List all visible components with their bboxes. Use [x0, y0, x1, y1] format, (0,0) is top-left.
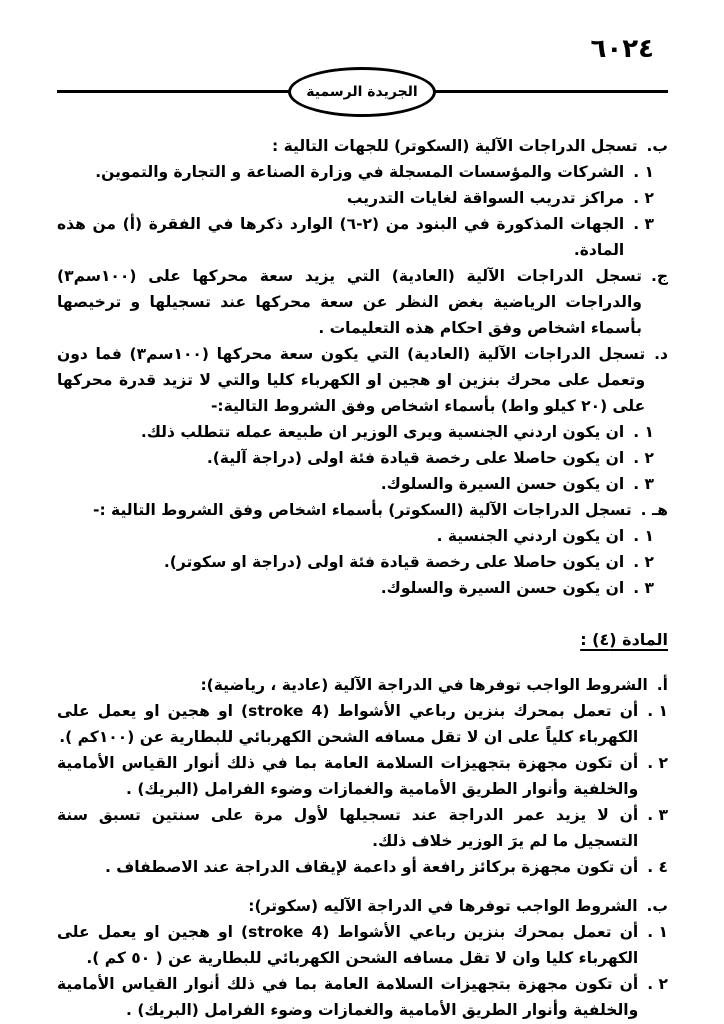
item-marker: ١ .: [647, 923, 668, 941]
item-marker: ١ .: [647, 702, 668, 720]
clause-d-item-1: [57, 419, 654, 445]
item-text: أن تعمل بمحرك بنزين رباعي الأشواط (4 stroke) او هجين او يعمل على الكهرباء كليا وان لا تقل مسافه الشحن الكهربائي للبطارية عن ( ٥٠ كم ).: [57, 923, 639, 967]
item-marker: ٣ .: [633, 579, 654, 597]
item-marker: ٣ .: [647, 806, 668, 824]
section-a-item-1: [57, 698, 668, 750]
section-a-item-3: [57, 802, 668, 854]
item-marker: ٢ .: [647, 754, 668, 772]
item-marker: ٤ .: [647, 858, 668, 876]
clause-h-text: تسجل الدراجات الآلية (السكوتر) بأسماء اشخاص وفق الشروط التالية :-: [93, 501, 632, 519]
item-text: أن تكون مجهزة بركائز رافعة أو داعمة لإيقاف الدراجة عند الاصطفاف .: [104, 858, 639, 876]
clause-j: [57, 263, 668, 341]
section-b-text: الشروط الواجب توفرها في الدراجة الآليه (سكوتر):: [248, 897, 638, 915]
clause-h-item-1: [57, 523, 654, 549]
item-marker: ٣ .: [633, 475, 654, 493]
article4-section-a: [57, 672, 668, 698]
document-body: [57, 133, 668, 1023]
item-marker: ٢ .: [633, 553, 654, 571]
header-rule: [57, 84, 668, 100]
item-marker: ١ .: [633, 527, 654, 545]
clause-h-marker: هـ .: [640, 501, 668, 519]
clause-b-marker: ب.: [646, 137, 668, 155]
item-marker: ٢ .: [647, 975, 668, 993]
clause-h-item-3: [57, 575, 654, 601]
item-marker: ٣ .: [633, 215, 654, 233]
section-a-item-2: [57, 750, 668, 802]
clause-j-text: تسجل الدراجات الآلية (العادية) التي يزيد سعة محركها على (١٠٠سم٣) والدراجات الرياضية بغض النظر عن سعة محركها عند تسجيلها و ترخيصها بأسماء اشخاص وفق احكام هذه التعليمات .: [57, 267, 642, 337]
section-b-item-2: [57, 971, 668, 1023]
section-a-item-4: [57, 854, 668, 880]
clause-d-marker: د.: [654, 345, 668, 363]
item-text: ان يكون حسن السيرة والسلوك.: [380, 475, 625, 493]
clause-b-text: تسجل الدراجات الآلية (السكوتر) للجهات التالية :: [272, 137, 638, 155]
item-text: ان يكون حسن السيرة والسلوك.: [380, 579, 625, 597]
section-b-item-1: [57, 919, 668, 971]
item-text: أن تعمل بمحرك بنزين رباعي الأشواط (4 stroke) او هجين او يعمل على الكهرباء كلياً على ان لا تقل مسافه الشحن الكهربائي للبطارية عن (١٠٠كم ).: [57, 702, 639, 746]
article4-section-b: [57, 893, 668, 919]
clause-d-item-2: [57, 445, 654, 471]
item-marker: ١ .: [633, 423, 654, 441]
section-b-marker: ب.: [646, 897, 668, 915]
item-marker: ٢ .: [633, 189, 654, 207]
clause-b-item-1: [57, 159, 654, 185]
clause-b-item-2: [57, 185, 654, 211]
item-text: الجهات المذكورة في البنود من (⁦٢-٦⁩) الوارد ذكرها في الفقرة (أ) من هذه المادة.: [57, 215, 625, 259]
clause-d: [57, 341, 668, 419]
clause-d-text: تسجل الدراجات الآلية (العادية) التي يكون سعة محركها (١٠٠سم٣) فما دون وتعمل على محرك بنزين او هجين او الكهرباء كليا والتي لا تزيد قدرة محركها على (٢٠ كيلو واط) بأسماء اشخاص وفق الشروط التالية:-: [57, 345, 646, 415]
item-text: أن لا يزيد عمر الدراجة عند تسجيلها لأول مرة على سنتين تسبق سنة التسجيل ما لم يرَ الوزير خلاف ذلك.: [57, 806, 639, 850]
clause-b: [57, 133, 668, 159]
page-number: ٦٠٢٤: [590, 34, 654, 64]
gazette-oval: [288, 67, 436, 117]
section-a-text: الشروط الواجب توفرها في الدراجة الآلية (عادية ، رياضية):: [200, 676, 648, 694]
clause-d-item-3: [57, 471, 654, 497]
item-text: مراكز تدريب السواقة لغايات التدريب: [346, 189, 625, 207]
gazette-name: الجريدة الرسمية: [306, 84, 418, 100]
clause-j-marker: ج.: [650, 267, 668, 285]
article-4-heading: المادة (٤) :: [580, 630, 668, 649]
item-text: ان يكون حاصلا على رخصة قيادة فئة اولى (دراجة آلية).: [206, 449, 625, 467]
clause-b-item-3: [57, 211, 654, 263]
item-text: الشركات والمؤسسات المسجلة في وزارة الصناعة و التجارة والتموين.: [95, 163, 625, 181]
item-text: ان يكون حاصلا على رخصة قيادة فئة اولى (دراجة او سكوتر).: [163, 553, 625, 571]
item-marker: ١ .: [633, 163, 654, 181]
section-a-marker: أ.: [656, 676, 668, 694]
item-text: أن تكون مجهزة بتجهيزات السلامة العامة بما في ذلك أنوار القياس الأمامية والخلفية وأنوار الطريق الأمامية والغمازات وضوء الفرامل (البريك) .: [57, 975, 639, 1019]
clause-h: [57, 497, 668, 523]
clause-h-item-2: [57, 549, 654, 575]
item-marker: ٢ .: [633, 449, 654, 467]
item-text: أن تكون مجهزة بتجهيزات السلامة العامة بما في ذلك أنوار القياس الأمامية والخلفية وأنوار الطريق الأمامية والغمازات وضوء الفرامل (البريك) .: [57, 754, 639, 798]
item-text: ان يكون اردني الجنسية .: [436, 527, 625, 545]
item-text: ان يكون اردني الجنسية ويرى الوزير ان طبيعة عمله تتطلب ذلك.: [140, 423, 625, 441]
